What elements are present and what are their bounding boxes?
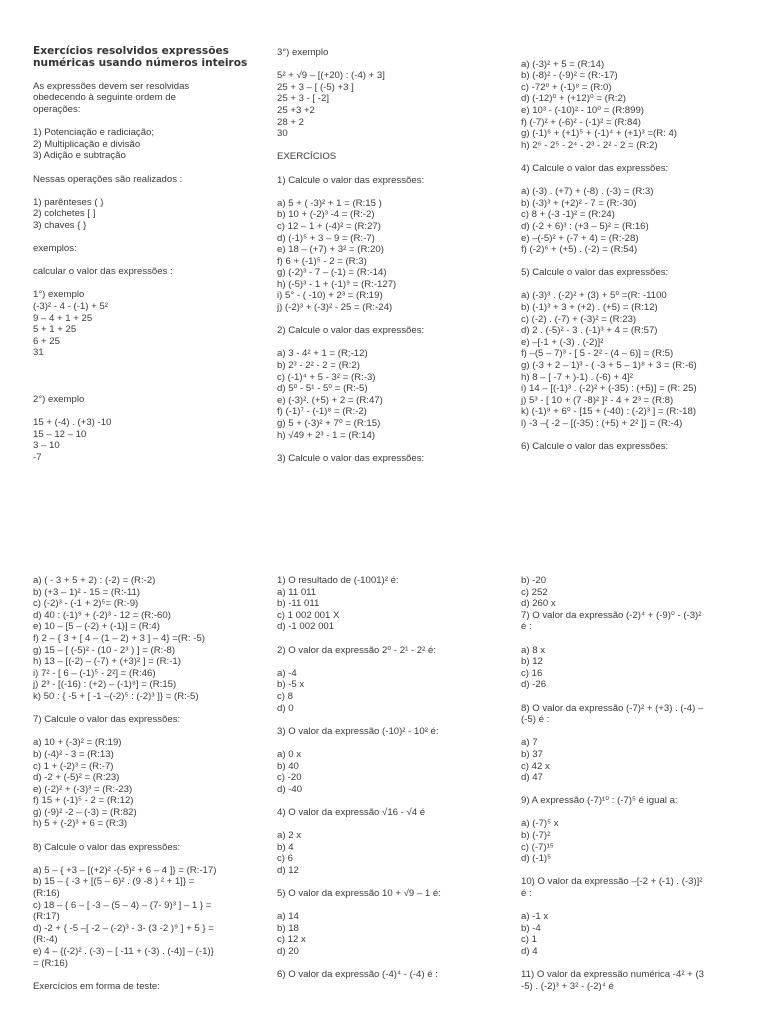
text-line: 25 +3 +2 xyxy=(277,104,315,116)
text-line: c) (-2)³ - (-1 + 2)⁵= (R:-9) xyxy=(33,598,139,610)
text-line: c) -72⁰ + (-1)⁸ = (R:0) xyxy=(521,81,612,93)
text-line: 10) O valor da expressão –[-2 + (-1) . (-3)]² xyxy=(521,876,703,888)
text-line: g) 5 + (-3)² + 7⁰ = (R:15) xyxy=(277,418,381,429)
text-line: j) 5³ - [ 10 + (7 -8)² ]² - 4 + 2³ = (R:8) xyxy=(521,394,674,406)
text-line: operações: xyxy=(33,103,81,115)
text-line: d) (-2 + 6)³ : (+3 – 5)² = (R:16) xyxy=(521,220,649,232)
text-line: 28 + 2 xyxy=(277,116,304,128)
text-line: b) 4 xyxy=(277,841,294,853)
blank-line xyxy=(277,337,509,349)
text-line: d) (-1)⁵ + 3 – 9 = (R:-7) xyxy=(277,232,375,244)
text-line: 1) Calcule o valor das expressões: xyxy=(277,174,425,186)
text-line: c) (-7)¹⁵ xyxy=(521,841,554,853)
blank-line xyxy=(521,175,753,187)
text-line: d) 12 xyxy=(277,864,299,876)
text-line: a) 11 011 xyxy=(277,586,317,598)
text-line: a) 8 x xyxy=(521,644,545,656)
text-line: d) -40 xyxy=(277,783,303,795)
text-line: h) 5 + (-2)³ + 6 = (R:3) xyxy=(33,818,128,830)
blank-line xyxy=(277,656,509,668)
text-line: a) 3 - 4² + 1 = (R;-12) xyxy=(277,348,368,360)
blank-line xyxy=(521,726,753,738)
text-line: b) 40 xyxy=(277,760,299,772)
text-line: 2°) exemplo xyxy=(33,393,85,405)
text-line: a) 14 xyxy=(277,911,299,923)
text-line: 4) Calcule o valor das expressões: xyxy=(521,162,669,174)
text-line: Exercícios em forma de teste: xyxy=(33,980,160,992)
page2-column-3 xyxy=(521,575,753,992)
text-line: j) 2³ - [(-16) : (+2) – (-1)⁸] = (R:15) xyxy=(33,679,177,691)
text-line: calcular o valor das expressões : xyxy=(33,266,173,278)
text-line: Nessas operações são realizados : xyxy=(33,173,183,185)
text-line: (-3)² - 4 - (-1) + 5² xyxy=(33,301,108,313)
text-line: a) ( - 3 + 5 + 2) : (-2) = (R:-2) xyxy=(33,575,156,586)
text-line: d) -1 002 001 xyxy=(277,621,335,633)
text-line: 3) Calcule o valor das expressões: xyxy=(277,452,425,464)
text-line: h) √49 + 2³ - 1 = (R:14) xyxy=(277,429,376,441)
text-line: 5) Calcule o valor das expressões: xyxy=(521,267,669,279)
blank-line xyxy=(277,140,509,152)
text-line: c) (-1)⁴ + 5 - 3² = (R:-3) xyxy=(277,371,376,383)
text-line: c) 8 + (-3 -1)² = (R:24) xyxy=(521,209,615,221)
text-line: a) 5 + ( -3)² + 1 = (R:15 ) xyxy=(277,197,382,209)
text-line: c) 16 xyxy=(521,667,543,679)
text-line: b) 10 + (-2)³ -4 = (R:-2) xyxy=(277,209,375,221)
text-line: obedecendo à seguinte ordem de xyxy=(33,92,176,104)
blank-line xyxy=(521,958,753,970)
blank-line xyxy=(33,232,265,244)
text-line: d) 2 . (-5)² - 3 . (-1)³ + 4 = (R:57) xyxy=(521,325,658,337)
text-line: f) (-1)⁷ - (-1)⁸ = (R:-2) xyxy=(277,406,367,418)
text-line: 1) Potenciação e radiciação; xyxy=(33,127,155,139)
text-line: g) 15 – [ (-5)² - (10 - 2³ ) ] = (R:-8) xyxy=(33,644,176,656)
text-line: h) 13 – [(-2) – (-7) + (+3)² ] = (R:-1) xyxy=(33,656,181,668)
text-line: e) (-2)² + (-3)³ = (R:-23) xyxy=(33,783,133,795)
text-line: 6) Calcule o valor das expressões: xyxy=(521,441,669,453)
blank-line xyxy=(33,278,265,290)
text-line: 3) Adição e subtração xyxy=(33,150,126,162)
text-line: (R:17) xyxy=(33,911,60,923)
blank-line xyxy=(277,958,509,970)
blank-line xyxy=(33,853,265,865)
text-line: 30 xyxy=(277,128,288,140)
text-line: b) 12 xyxy=(521,656,543,668)
blank-line xyxy=(277,633,509,645)
text-line: k) 50 : { -5 + [ -1 –(-2)⁵ : (-2)³ ]} = (R:-5) xyxy=(33,690,199,702)
text-line: f) –(5 – 7)³ - [ 5 - 2² - (4 – 6)] = (R:5) xyxy=(521,348,674,360)
text-line: e) 18 – (+7) + 3² = (R:20) xyxy=(277,244,384,256)
text-line: 11) O valor da expressão numérica -4² + (3 xyxy=(521,969,704,981)
page2-column-2 xyxy=(277,575,509,981)
blank-line xyxy=(521,900,753,912)
blank-line xyxy=(521,691,753,703)
text-line: d) -2 + (-5)² = (R:23) xyxy=(33,772,120,784)
text-line: i) 5° - ( -10) + 2³ = (R:19) xyxy=(277,290,383,302)
text-line: 6 + 25 xyxy=(33,335,60,347)
text-line: g) (-2)³ - 7 – (-1) = (R:-14) xyxy=(277,267,387,279)
text-line: b) -4 xyxy=(521,922,541,934)
blank-line xyxy=(33,830,265,842)
text-line: a) 0 x xyxy=(277,748,301,760)
text-line: b) 15 – { -3 + [(5 – 6)² . (9 -8 ) ² + 1]} = xyxy=(33,876,195,888)
text-line: 8) O valor da expressão (-7)² + (+3) . (-4) – xyxy=(521,702,704,714)
page1-column-2 xyxy=(277,47,509,464)
page1-column-3 xyxy=(521,47,753,453)
text-line: d) 47 xyxy=(521,772,543,784)
blank-line xyxy=(33,969,265,981)
blank-line xyxy=(277,59,509,71)
text-line: e) 10³ - (-10)² - 10⁰ = (R:899) xyxy=(521,104,645,116)
text-line: d) 0 xyxy=(277,702,294,714)
text-line: f) (-7)² + (-6)² - (-1)² = (R:84) xyxy=(521,116,641,128)
text-line: 25 + 3 – [ (-5) +3 ] xyxy=(277,81,354,93)
text-line: 3 – 10 xyxy=(33,440,60,452)
text-line: c) 12 – 1 + (-4)² = (R:27) xyxy=(277,220,381,232)
text-line: = (R:16) xyxy=(33,957,68,969)
text-line: j) (-2)³ + (-3)² - 25 = (R:-24) xyxy=(277,302,393,314)
text-line: a) (-3) . (+7) + (-8) . (-3) = (R:3) xyxy=(521,186,654,198)
text-line: f) 2 – { 3 + [ 4 – (1 – 2) + 3 ] – 4} =(R: -5) xyxy=(33,632,205,644)
text-line: g) (-1)⁶ + (+1)⁵ + (-1)⁴ + (+1)³ =(R: 4) xyxy=(521,128,677,140)
text-line: d) -2 + { -5 –[ -2 – (-2)³ - 3- (3 -2 )⁹ ] + 5 } = xyxy=(33,922,214,934)
text-line: 3) chaves { } xyxy=(33,219,87,231)
text-line: 2) O valor da expressão 2⁰ - 2¹ - 2² é: xyxy=(277,644,437,656)
text-line: d) 4 xyxy=(521,946,538,957)
text-line: (R:-4) xyxy=(33,934,58,946)
document-title-line: numéricas usando números inteiros xyxy=(33,56,248,69)
text-line: 1) parênteses ( ) xyxy=(33,196,104,208)
text-line: c) 6 xyxy=(277,853,293,865)
blank-line xyxy=(521,633,753,645)
text-line: b) (-7)² xyxy=(521,830,551,842)
text-line: c) (-2) . (-7) + (-3)² = (R:23) xyxy=(521,313,637,325)
blank-line xyxy=(33,726,265,738)
text-line: 5² + √9 – [(+20) : (-4) + 3] xyxy=(277,70,385,82)
text-line: b) (-3)³ + (+2)² - 7 = (R:-30) xyxy=(521,197,637,209)
text-line: d) (-1)⁵ xyxy=(521,853,552,865)
text-line: g) (-9)² -2 – (-3) = (R:82) xyxy=(33,806,137,818)
blank-line xyxy=(33,703,265,715)
text-line: 31 xyxy=(33,347,44,359)
blank-line xyxy=(33,255,265,267)
text-line: h) 8 – [ -7 + )-1) . (-6) + 4]² xyxy=(521,371,633,383)
text-line: a) (-3)² + 5 = (R:14) xyxy=(521,58,605,70)
text-line: g) (-3 + 2 – 1)³ - ( -3 + 5 – 1)⁸ + 3 = (R:-6) xyxy=(521,360,697,372)
blank-line xyxy=(521,430,753,442)
blank-line xyxy=(521,865,753,877)
text-line: d) -26 xyxy=(521,679,547,691)
text-line: b) -20 xyxy=(521,575,547,586)
text-line: c) 1 + (-2)³ = (R:-7) xyxy=(33,760,114,772)
text-line: c) 8 xyxy=(277,690,293,702)
text-line: -7 xyxy=(33,451,42,463)
text-line: -5) . (-2)³ + 3² - (-2)⁴ é xyxy=(521,980,614,992)
text-line: c) -20 xyxy=(277,772,302,784)
text-line: 2) colchetes [ ] xyxy=(33,208,96,220)
text-line: 2) Calcule o valor das expressões: xyxy=(277,325,425,337)
text-line: 4) O valor da expressão √16 - √4 é xyxy=(277,806,426,818)
blank-line xyxy=(277,186,509,198)
text-line: b) (+3 – 1)² - 15 = (R:-11) xyxy=(33,586,140,598)
text-line: e) –[-1 + (-3) . (-2)]² xyxy=(521,336,604,348)
document-title-line: Exercícios resolvidos expressões xyxy=(33,45,229,57)
text-line: 15 + (-4) . (+3) -10 xyxy=(33,417,112,428)
blank-line xyxy=(521,279,753,291)
text-line: é : xyxy=(521,621,532,633)
text-line: i) 7² - [ 6 – (-1)⁵ - 2²] = (R:46) xyxy=(33,667,156,679)
text-line: c) 1 002 001 X xyxy=(277,609,340,621)
text-line: é : xyxy=(521,888,532,900)
blank-line xyxy=(33,382,265,394)
text-line: c) 42 x xyxy=(521,760,550,772)
text-line: l) -3 –{ -2 – [(-35) : (+5) + 2² ]} = (R:-4) xyxy=(521,418,683,429)
text-line: d) 260 x xyxy=(521,598,556,610)
text-line: b) (-1)³ + 3 + (+2) . (+5) = (R:12) xyxy=(521,302,658,314)
text-line: d) 40 : (-1)⁹ + (-2)³ - 12 = (R:-60) xyxy=(33,609,171,621)
blank-line xyxy=(33,405,265,417)
text-line: e) (-3)². (+5) + 2 = (R:47) xyxy=(277,394,383,406)
blank-line xyxy=(277,795,509,807)
blank-line xyxy=(33,359,265,371)
blank-line xyxy=(33,116,265,128)
text-line: 2) Multiplicação e divisão xyxy=(33,138,141,150)
blank-line xyxy=(277,818,509,830)
text-line: i) 14 – [(-1)³ . (-2)² + (-35) : (+5)] = (R: 25) xyxy=(521,383,697,395)
text-line: k) (-1)⁸ + 6⁰ - [15 + (-40) : (-2)³ ] = (R:-18) xyxy=(521,406,697,418)
page1-column-1 xyxy=(33,46,265,463)
blank-line xyxy=(277,737,509,749)
text-line: a) (-7)⁵ x xyxy=(521,818,559,830)
text-line: c) 252 xyxy=(521,586,548,598)
text-line: b) 18 xyxy=(277,922,299,934)
text-line: 1) O resultado de (-1001)² é: xyxy=(277,575,399,586)
text-line: 5 + 1 + 25 xyxy=(33,324,77,336)
blank-line xyxy=(33,69,265,81)
blank-line xyxy=(277,900,509,912)
text-line: a) 7 xyxy=(521,737,538,749)
text-line: b) (-8)² - (-9)² = (R:-17) xyxy=(521,70,618,82)
text-line: b) -5 x xyxy=(277,679,305,691)
text-line: a) 10 + (-3)² = (R:19) xyxy=(33,737,122,749)
blank-line xyxy=(521,784,753,796)
text-line: c) 18 – { 6 – [ -3 – (5 – 4) – (7- 9)³ ] – 1 } = xyxy=(33,899,212,911)
text-line: d) 20 xyxy=(277,946,299,957)
text-line: e) –(-5)² + (-7 + 4) = (R:-28) xyxy=(521,232,639,244)
text-line: (-5) é : xyxy=(521,714,550,726)
text-line: e) 10 – [5 – (-2) + (-1)] = (R:4) xyxy=(33,621,160,633)
text-line: (R:16) xyxy=(33,888,60,900)
text-line: a) -4 xyxy=(277,667,297,679)
text-line: b) 2³ - 2² - 2 = (R:2) xyxy=(277,360,360,372)
text-line: 25 + 3 - [ -2] xyxy=(277,93,329,105)
text-line: a) -1 x xyxy=(521,911,549,923)
blank-line xyxy=(33,162,265,174)
blank-line xyxy=(277,876,509,888)
text-line: 9) A expressão (-7)¹⁰ : (-7)⁵ é igual a: xyxy=(521,795,678,807)
page2-column-1 xyxy=(33,575,265,992)
blank-line xyxy=(277,441,509,453)
text-line: 7) O valor da expressão (-2)⁴ + (-9)⁰ - (-3)² xyxy=(521,609,702,621)
text-line: a) 2 x xyxy=(277,830,301,842)
blank-line xyxy=(521,151,753,163)
text-line: d) 5⁰ - 5¹ - 5⁰ = (R:-5) xyxy=(277,383,368,395)
text-line: d) (-12)⁰ + (+12)⁰ = (R:2) xyxy=(521,93,626,105)
text-line: h) (-5)³ - 1 + (-1)⁹ = (R:-127) xyxy=(277,278,397,290)
text-line: f) 6 + (-1)⁵ - 2 = (R:3) xyxy=(277,255,367,267)
text-line: exemplos: xyxy=(33,243,77,255)
text-line: EXERCÍCIOS xyxy=(277,151,337,163)
text-line: b) (-4)² - 3 = (R:13) xyxy=(33,748,114,760)
blank-line xyxy=(277,314,509,326)
text-line: 15 – 12 – 10 xyxy=(33,428,87,440)
blank-line xyxy=(33,185,265,197)
text-line: c) 12 x xyxy=(277,934,306,946)
text-line: As expressões devem ser resolvidas xyxy=(33,80,190,92)
text-line: h) 2⁶ - 2⁵ - 2⁴ - 2³ - 2² - 2 = (R:2) xyxy=(521,139,658,151)
text-line: b) 37 xyxy=(521,748,543,760)
text-line: 6) O valor da expressão (-4)⁴ - (-4) é : xyxy=(277,969,438,981)
blank-line xyxy=(277,714,509,726)
text-line: 5) O valor da expressão 10 + √9 – 1 é: xyxy=(277,888,441,900)
text-line: 1°) exemplo xyxy=(33,289,85,301)
text-line: f) 15 + (-1)⁵ - 2 = (R:12) xyxy=(33,795,134,807)
text-line: 3) O valor da expressão (-10)² - 10² é: xyxy=(277,725,439,737)
page-cut-edge xyxy=(0,1016,768,1024)
text-line: a) 5 – { +3 – [(+2)² -(-5)² + 6 – 4 ]} = (R:-17) xyxy=(33,864,217,876)
text-line: b) -11 011 xyxy=(277,598,320,610)
text-line: 8) Calcule o valor das expressões: xyxy=(33,841,181,853)
blank-line xyxy=(521,47,753,59)
text-line: f) (-2)⁶ + (+5) . (-2) = (R:54) xyxy=(521,244,638,256)
blank-line xyxy=(33,371,265,383)
text-line: 9 – 4 + 1 + 25 xyxy=(33,312,93,324)
text-line: c) 1 xyxy=(521,934,537,946)
blank-line xyxy=(521,807,753,819)
text-line: e) 4 – {(-2)² . (-3) – [ -11 + (-3) . (-4)] – (-1)} xyxy=(33,946,214,957)
blank-line xyxy=(277,163,509,175)
blank-line xyxy=(521,256,753,268)
text-line: 3°) exemplo xyxy=(277,47,329,58)
text-line: 7) Calcule o valor das expressões: xyxy=(33,714,181,726)
text-line: a) (-3)³ . (-2)² + (3) + 5⁰ =(R: -1100 xyxy=(521,290,667,302)
